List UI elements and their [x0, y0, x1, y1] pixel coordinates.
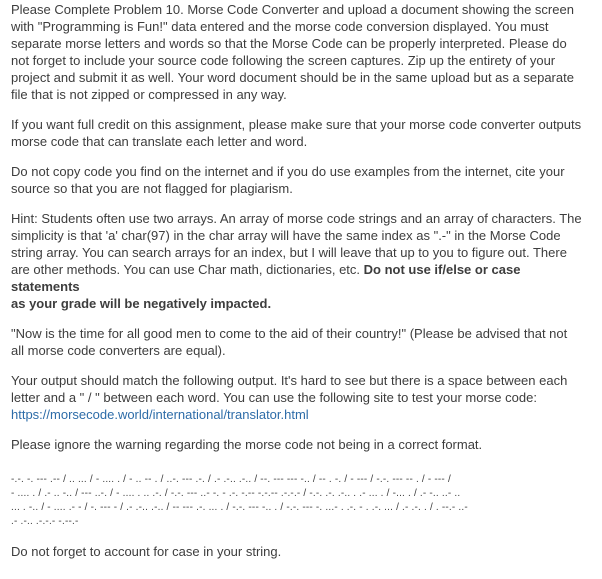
instructions-paragraph-hint [11, 210, 592, 312]
hint-warning-bold: Do not use if/else or case statements as your grade will be negatively impacted. [11, 262, 521, 311]
instructions-paragraph-quote: "Now is the time for all good men to come to the aid of their country!" (Please be advised that not all morse code converters are equal). [11, 326, 568, 358]
instructions-paragraph-full-credit: If you want full credit on this assignment, please make sure that your morse code converter outputs morse code that can translate each letter and word. [11, 117, 582, 149]
output-text: Your output should match the following output. It's hard to see but there is a space between each letter and a " / " between each word. You can use the following site to test your morse code: [11, 373, 568, 405]
instructions-paragraph-output [11, 372, 592, 423]
instructions-paragraph-case: Do not forget to account for case in your string. [11, 544, 282, 559]
hint-text: Hint: Students often use two arrays. An array of morse code strings and an array of characters. The simplicity is that 'a' char(97) in the char array will have the same index as ".-" in the Morse Code string array. You can search arrays for an index, but I will leave that up to you to figure out. There are other methods. You can use Char math, dictionaries, etc. [11, 211, 582, 277]
instructions-paragraph-submission: Please Complete Problem 10. Morse Code Converter and upload a document showing the screen with "Programming is Fun!" data entered and the morse code conversion displayed. You must separate morse letters and words so that the Morse Code can be properly interpreted. Please do not forget to include your source code following the screen captures. Zip up the entirety of your project and submit it as well. Your word document should be in the same upload but as a separate file that is not zipped or compressed in any way. [11, 2, 574, 102]
instructions-paragraph-warning: Please ignore the warning regarding the morse code not being in a correct format. [11, 437, 483, 452]
morse-translator-link[interactable]: https://morsecode.world/international/translator.html [11, 407, 309, 422]
instructions-paragraph-plagiarism: Do not copy code you find on the internet and if you do use examples from the internet, cite your source so that you are not flagged for plagiarism. [11, 164, 565, 196]
morse-code-output: -.-. -. --- .-- / .. ... / - .... . / - .. -- . / ..-. --- .-. / .- .-.. .-.. / --. --- --- -.. / -- . -. / - --- / -.-. --- -- . / - --- / - .... . / .- .. -.. / --- ..-. / - .... . .. .-. / -.-. --- ..- -. - .-. -.-- -.-.-- .-.-.- / -.-. .-. .-.. . .- ... . / -... . / .- -.. ..- .. ... . -.. / - .... .- - / -. --- - / .- .-.. .-.. / -- --- .-. ... . / -.-. --- -.. . / -.-. --- -. ...- . .-. - . .-. ... / .- .-. . / . --.- ..- .- .-.. .-.-.- -.--.- [11, 474, 468, 527]
